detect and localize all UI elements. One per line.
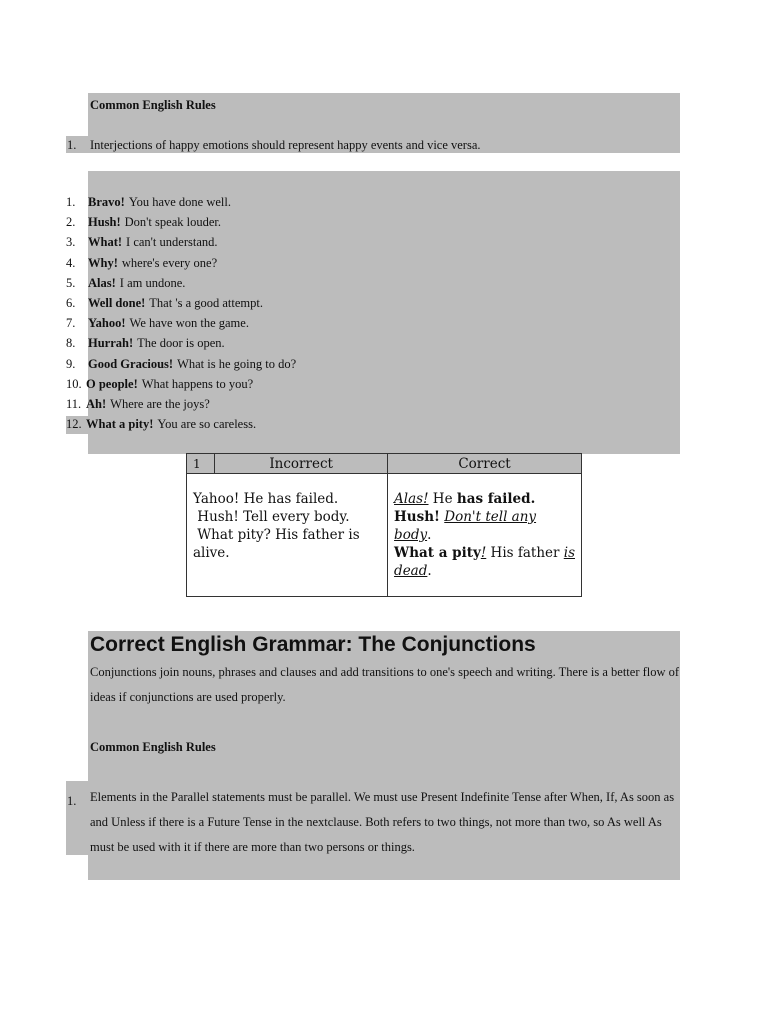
interjection-sentence: Don't speak louder.	[124, 215, 221, 230]
list-item-number: 8.	[66, 336, 76, 351]
correct-text: He	[428, 491, 457, 507]
interjection-word: What a pity!	[86, 417, 154, 432]
comparison-table	[186, 453, 582, 597]
table-row	[187, 474, 582, 597]
list-item-number: 11.	[66, 396, 82, 411]
interjection-word: What!	[88, 235, 123, 250]
list-item	[66, 394, 296, 414]
correct-emphasis: Alas!	[394, 491, 429, 507]
correct-text: His father	[486, 545, 564, 561]
rule-text: Interjections of happy emotions should represent happy events and vice versa.	[90, 138, 481, 152]
list-item-number: 6.	[66, 295, 76, 310]
correct-cell	[388, 474, 582, 597]
interjection-word: Why!	[88, 255, 118, 270]
table-header-correct: Correct	[388, 454, 582, 474]
correct-bold: What a pity	[394, 545, 481, 561]
section-heading: Common English Rules	[90, 740, 216, 754]
correct-bold: has failed	[456, 491, 531, 507]
correct-line	[394, 526, 575, 544]
correct-line	[394, 544, 575, 562]
correct-bold: .	[530, 491, 536, 507]
interjection-word: Yahoo!	[88, 316, 126, 331]
correct-emphasis: dead	[394, 563, 428, 579]
list-item-number: 3.	[66, 235, 76, 250]
interjection-word: Good Gracious!	[88, 356, 174, 371]
correct-text: .	[427, 527, 432, 543]
list-item	[66, 374, 296, 394]
interjection-sentence: The door is open.	[137, 336, 225, 351]
list-item	[66, 354, 296, 374]
interjection-word: Hush!	[88, 215, 121, 230]
interjection-word: Bravo!	[88, 195, 125, 209]
interjection-sentence: I can't understand.	[126, 235, 218, 250]
interjection-word: Ah!	[86, 396, 107, 411]
correct-emphasis: Don't tell any	[444, 509, 537, 525]
interjection-sentence: What happens to you?	[141, 376, 254, 391]
list-item	[66, 232, 296, 252]
correct-emphasis: is	[563, 545, 575, 561]
table-header-number: 1	[187, 454, 215, 474]
incorrect-cell	[187, 474, 388, 597]
list-item	[66, 333, 296, 353]
correct-line	[394, 490, 575, 508]
list-item	[66, 212, 296, 232]
incorrect-line: alive.	[193, 545, 230, 561]
list-item-number: 2.	[66, 215, 76, 230]
interjection-word: Alas!	[88, 275, 116, 290]
rule-text: Elements in the Parallel statements must be parallel. We must use Present Indefinite Tense after When, If, As soon as and Unless if there is a Future Tense in the nextclause. Both refers to two things, not more than two, so As well As must be used with it if there are more than two persons or things.	[90, 790, 675, 854]
list-item	[66, 293, 296, 313]
table-header-row	[187, 454, 582, 474]
incorrect-line: Hush! Tell every body.	[193, 509, 350, 525]
page-title: Correct English Grammar: The Conjunctions	[90, 633, 536, 656]
list-item-number: 1.	[66, 195, 76, 209]
list-item	[66, 414, 296, 434]
interjection-word: O people!	[86, 376, 138, 391]
list-item-number: 4.	[66, 255, 76, 270]
list-item-number: 7.	[66, 316, 76, 331]
correct-emphasis: body	[394, 527, 428, 543]
interjection-sentence: What is he going to do?	[177, 356, 297, 371]
rule-number: 1.	[67, 138, 77, 152]
list-item-number: 5.	[66, 275, 76, 290]
interjection-word: Hurrah!	[88, 336, 134, 351]
list-item-number: 12.	[66, 417, 82, 432]
interjection-list	[66, 192, 296, 434]
rule-number: 1.	[67, 794, 77, 808]
incorrect-line: What pity? His father is	[193, 527, 360, 543]
list-item	[66, 313, 296, 333]
incorrect-line: Yahoo! He has failed.	[193, 491, 339, 507]
interjection-word: Well done!	[88, 295, 146, 310]
correct-line	[394, 508, 575, 526]
correct-bold: Hush!	[394, 509, 440, 525]
correct-emphasis: !	[480, 545, 487, 561]
interjection-sentence: You have done well.	[128, 195, 232, 209]
list-item	[66, 273, 296, 293]
interjection-sentence: We have won the game.	[129, 316, 249, 331]
list-item-number: 9.	[66, 356, 76, 371]
interjection-sentence: where's every one?	[121, 255, 218, 270]
table-header-incorrect: Incorrect	[215, 454, 388, 474]
list-item	[66, 253, 296, 273]
intro-paragraph: Conjunctions join nouns, phrases and clauses and add transitions to one's speech and writing. There is a better flow of ideas if conjunctions are used properly.	[90, 665, 680, 704]
interjection-sentence: That 's a good attempt.	[149, 295, 263, 310]
interjection-sentence: Where are the joys?	[110, 396, 210, 411]
correct-line	[394, 562, 575, 580]
interjection-sentence: You are so careless.	[157, 417, 257, 432]
correct-text: .	[427, 563, 432, 579]
list-item	[66, 192, 296, 212]
section-heading: Common English Rules	[90, 98, 216, 112]
interjection-sentence: I am undone.	[119, 275, 186, 290]
list-item-number: 10.	[66, 376, 82, 391]
